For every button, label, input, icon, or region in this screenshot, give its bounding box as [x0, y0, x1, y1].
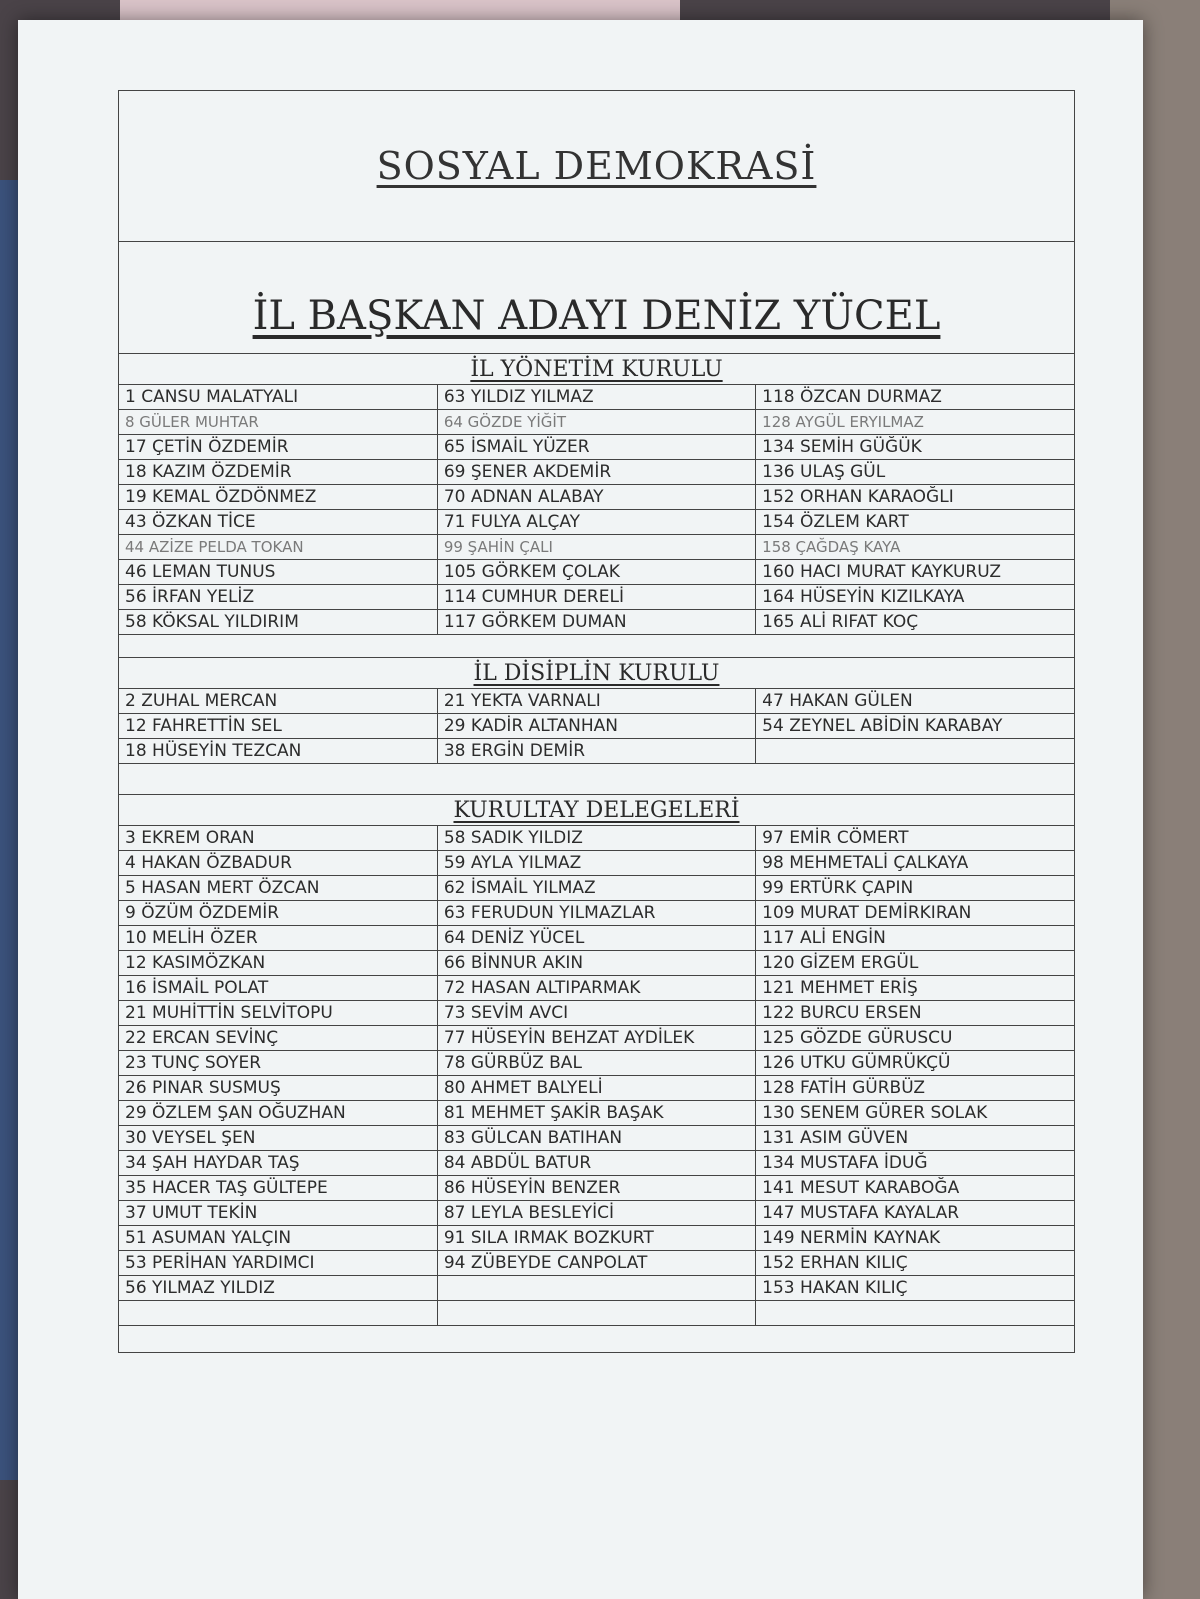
name-cell: 152 ORHAN KARAOĞLI — [756, 485, 1074, 510]
name-cell: 81 MEHMET ŞAKİR BAŞAK — [437, 1101, 755, 1126]
name-cell: 35 HACER TAŞ GÜLTEPE — [119, 1176, 437, 1201]
name-cell: 47 HAKAN GÜLEN — [756, 689, 1074, 714]
name-cell — [119, 1301, 437, 1326]
name-cell: 51 ASUMAN YALÇIN — [119, 1226, 437, 1251]
table-row — [119, 410, 1074, 435]
table-row — [119, 560, 1074, 585]
table-row — [119, 435, 1074, 460]
name-cell: 17 ÇETİN ÖZDEMİR — [119, 435, 437, 460]
table-row — [119, 1126, 1074, 1151]
name-cell: 122 BURCU ERSEN — [756, 1001, 1074, 1026]
name-cell: 160 HACI MURAT KAYKURUZ — [756, 560, 1074, 585]
name-cell: 158 ÇAĞDAŞ KAYA — [756, 535, 1074, 560]
table-row — [119, 876, 1074, 901]
names-table — [119, 385, 1074, 635]
name-cell: 72 HASAN ALTIPARMAK — [437, 976, 755, 1001]
candidate-title: İL BAŞKAN ADAYI DENİZ YÜCEL — [252, 293, 941, 339]
name-cell: 29 KADİR ALTANHAN — [437, 714, 755, 739]
table-row — [119, 535, 1074, 560]
name-cell: 62 İSMAİL YILMAZ — [437, 876, 755, 901]
table-row — [119, 1176, 1074, 1201]
name-cell: 30 VEYSEL ŞEN — [119, 1126, 437, 1151]
name-cell: 69 ŞENER AKDEMİR — [437, 460, 755, 485]
name-cell: 70 ADNAN ALABAY — [437, 485, 755, 510]
name-cell: 80 AHMET BALYELİ — [437, 1076, 755, 1101]
table-row — [119, 485, 1074, 510]
name-cell: 152 ERHAN KILIÇ — [756, 1251, 1074, 1276]
table-row — [119, 851, 1074, 876]
sections-container — [119, 354, 1074, 1352]
name-cell: 77 HÜSEYİN BEHZAT AYDİLEK — [437, 1026, 755, 1051]
name-cell: 164 HÜSEYİN KIZILKAYA — [756, 585, 1074, 610]
section-spacer — [119, 635, 1074, 658]
name-cell: 38 ERGİN DEMİR — [437, 739, 755, 764]
name-cell — [437, 1301, 755, 1326]
section-header — [119, 658, 1074, 689]
name-cell: 21 MUHİTTİN SELVİTOPU — [119, 1001, 437, 1026]
name-cell: 71 FULYA ALÇAY — [437, 510, 755, 535]
ballot-list — [118, 90, 1075, 1353]
name-cell: 59 AYLA YILMAZ — [437, 851, 755, 876]
name-cell: 16 İSMAİL POLAT — [119, 976, 437, 1001]
table-row — [119, 1201, 1074, 1226]
name-cell: 18 HÜSEYİN TEZCAN — [119, 739, 437, 764]
table-row — [119, 951, 1074, 976]
table-row — [119, 901, 1074, 926]
name-cell: 153 HAKAN KILIÇ — [756, 1276, 1074, 1301]
name-cell: 53 PERİHAN YARDIMCI — [119, 1251, 437, 1276]
name-cell: 118 ÖZCAN DURMAZ — [756, 385, 1074, 410]
name-cell: 105 GÖRKEM ÇOLAK — [437, 560, 755, 585]
name-cell: 121 MEHMET ERİŞ — [756, 976, 1074, 1001]
page-title: SOSYAL DEMOKRASİ — [376, 144, 817, 188]
table-row — [119, 1076, 1074, 1101]
names-table — [119, 826, 1074, 1326]
table-row — [119, 385, 1074, 410]
name-cell: 117 GÖRKEM DUMAN — [437, 610, 755, 635]
table-row — [119, 510, 1074, 535]
name-cell: 12 FAHRETTİN SEL — [119, 714, 437, 739]
name-cell: 109 MURAT DEMİRKIRAN — [756, 901, 1074, 926]
table-row — [119, 976, 1074, 1001]
name-cell: 22 ERCAN SEVİNÇ — [119, 1026, 437, 1051]
table-row — [119, 610, 1074, 635]
table-row — [119, 826, 1074, 851]
name-cell: 64 DENİZ YÜCEL — [437, 926, 755, 951]
name-cell: 9 ÖZÜM ÖZDEMİR — [119, 901, 437, 926]
section-title: İL YÖNETİM KURULU — [470, 357, 723, 382]
table-row — [119, 1251, 1074, 1276]
name-cell: 91 SILA IRMAK BOZKURT — [437, 1226, 755, 1251]
name-cell: 44 AZİZE PELDA TOKAN — [119, 535, 437, 560]
heading-box — [119, 91, 1074, 242]
name-cell: 147 MUSTAFA KAYALAR — [756, 1201, 1074, 1226]
name-cell: 99 ERTÜRK ÇAPIN — [756, 876, 1074, 901]
name-cell: 46 LEMAN TUNUS — [119, 560, 437, 585]
name-cell: 114 CUMHUR DERELİ — [437, 585, 755, 610]
table-row — [119, 1026, 1074, 1051]
name-cell: 149 NERMİN KAYNAK — [756, 1226, 1074, 1251]
name-cell: 94 ZÜBEYDE CANPOLAT — [437, 1251, 755, 1276]
name-cell: 10 MELİH ÖZER — [119, 926, 437, 951]
name-cell: 18 KAZIM ÖZDEMİR — [119, 460, 437, 485]
name-cell: 29 ÖZLEM ŞAN OĞUZHAN — [119, 1101, 437, 1126]
name-cell: 3 EKREM ORAN — [119, 826, 437, 851]
name-cell: 26 PINAR SUSMUŞ — [119, 1076, 437, 1101]
table-row — [119, 1151, 1074, 1176]
name-cell: 128 AYGÜL ERYILMAZ — [756, 410, 1074, 435]
name-cell: 54 ZEYNEL ABİDİN KARABAY — [756, 714, 1074, 739]
table-row — [119, 1226, 1074, 1251]
name-cell: 99 ŞAHİN ÇALI — [437, 535, 755, 560]
name-cell: 65 İSMAİL YÜZER — [437, 435, 755, 460]
name-cell: 136 ULAŞ GÜL — [756, 460, 1074, 485]
name-cell: 97 EMİR CÖMERT — [756, 826, 1074, 851]
name-cell: 141 MESUT KARABOĞA — [756, 1176, 1074, 1201]
name-cell: 1 CANSU MALATYALI — [119, 385, 437, 410]
name-cell: 128 FATİH GÜRBÜZ — [756, 1076, 1074, 1101]
name-cell: 58 SADIK YILDIZ — [437, 826, 755, 851]
paper-sheet — [18, 20, 1143, 1599]
name-cell: 19 KEMAL ÖZDÖNMEZ — [119, 485, 437, 510]
name-cell: 154 ÖZLEM KART — [756, 510, 1074, 535]
name-cell: 134 MUSTAFA İDUĞ — [756, 1151, 1074, 1176]
name-cell: 165 ALİ RIFAT KOÇ — [756, 610, 1074, 635]
name-cell: 63 YILDIZ YILMAZ — [437, 385, 755, 410]
name-cell: 120 GİZEM ERGÜL — [756, 951, 1074, 976]
name-cell: 56 YILMAZ YILDIZ — [119, 1276, 437, 1301]
name-cell: 117 ALİ ENGİN — [756, 926, 1074, 951]
name-cell: 4 HAKAN ÖZBADUR — [119, 851, 437, 876]
name-cell: 2 ZUHAL MERCAN — [119, 689, 437, 714]
table-row — [119, 1001, 1074, 1026]
table-row — [119, 689, 1074, 714]
name-cell: 56 İRFAN YELİZ — [119, 585, 437, 610]
name-cell: 37 UMUT TEKİN — [119, 1201, 437, 1226]
name-cell: 131 ASIM GÜVEN — [756, 1126, 1074, 1151]
name-cell — [756, 739, 1074, 764]
name-cell: 98 MEHMETALİ ÇALKAYA — [756, 851, 1074, 876]
name-cell: 83 GÜLCAN BATIHAN — [437, 1126, 755, 1151]
name-cell: 58 KÖKSAL YILDIRIM — [119, 610, 437, 635]
section-spacer — [119, 764, 1074, 795]
section-title: İL DİSİPLİN KURULU — [473, 661, 720, 686]
name-cell: 87 LEYLA BESLEYİCİ — [437, 1201, 755, 1226]
name-cell — [437, 1276, 755, 1301]
names-table — [119, 689, 1074, 764]
table-row — [119, 1051, 1074, 1076]
name-cell: 12 KASIMÖZKAN — [119, 951, 437, 976]
section-header — [119, 795, 1074, 826]
name-cell: 63 FERUDUN YILMAZLAR — [437, 901, 755, 926]
table-row — [119, 739, 1074, 764]
name-cell — [756, 1301, 1074, 1326]
name-cell: 130 SENEM GÜRER SOLAK — [756, 1101, 1074, 1126]
name-cell: 43 ÖZKAN TİCE — [119, 510, 437, 535]
name-cell: 34 ŞAH HAYDAR TAŞ — [119, 1151, 437, 1176]
table-row — [119, 1301, 1074, 1326]
name-cell: 134 SEMİH GÜĞÜK — [756, 435, 1074, 460]
table-row — [119, 714, 1074, 739]
name-cell: 84 ABDÜL BATUR — [437, 1151, 755, 1176]
section-header — [119, 354, 1074, 385]
table-row — [119, 1101, 1074, 1126]
table-row — [119, 926, 1074, 951]
table-row — [119, 585, 1074, 610]
table-row — [119, 460, 1074, 485]
table-row — [119, 1276, 1074, 1301]
name-cell: 126 UTKU GÜMRÜKÇÜ — [756, 1051, 1074, 1076]
name-cell: 64 GÖZDE YİĞİT — [437, 410, 755, 435]
candidate-box — [119, 242, 1074, 354]
name-cell: 8 GÜLER MUHTAR — [119, 410, 437, 435]
name-cell: 21 YEKTA VARNALI — [437, 689, 755, 714]
name-cell: 23 TUNÇ SOYER — [119, 1051, 437, 1076]
name-cell: 125 GÖZDE GÜRUSCU — [756, 1026, 1074, 1051]
name-cell: 78 GÜRBÜZ BAL — [437, 1051, 755, 1076]
name-cell: 86 HÜSEYİN BENZER — [437, 1176, 755, 1201]
section-title: KURULTAY DELEGELERİ — [453, 798, 740, 823]
name-cell: 66 BİNNUR AKIN — [437, 951, 755, 976]
name-cell: 73 SEVİM AVCI — [437, 1001, 755, 1026]
name-cell: 5 HASAN MERT ÖZCAN — [119, 876, 437, 901]
